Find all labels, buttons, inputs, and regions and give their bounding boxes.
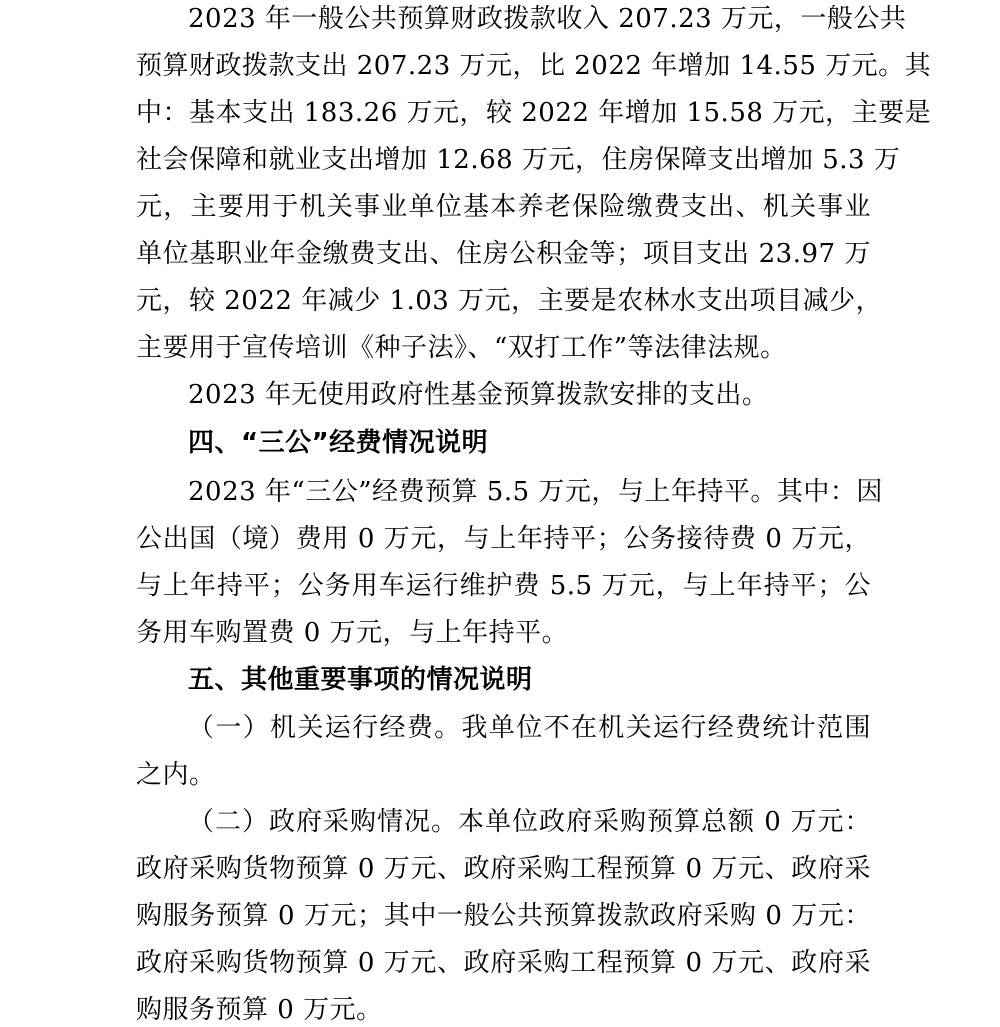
text-line: 政府采购货物预算 0 万元、政府采购工程预算 0 万元、政府采	[136, 854, 871, 884]
text-line: 社会保障和就业支出增加 12.68 万元，住房保障支出增加 5.3 万	[136, 145, 901, 175]
text-line: 元，较 2022 年减少 1.03 万元，主要是农林水支出项目减少，	[136, 286, 883, 316]
text-line: 务用车购置费 0 万元，与上年持平。	[136, 618, 569, 648]
text-line: 预算财政拨款支出 207.23 万元，比 2022 年增加 14.55 万元。其	[136, 51, 932, 81]
text-line: 元，主要用于机关事业单位基本养老保险缴费支出、机关事业	[136, 192, 871, 222]
section-heading: 四、“三公”经费情况说明	[188, 428, 489, 458]
section-heading: 五、其他重要事项的情况说明	[188, 665, 533, 695]
text-line: 2023 年一般公共预算财政拨款收入 207.23 万元，一般公共	[188, 4, 907, 34]
text-line: 购服务预算 0 万元；其中一般公共预算拨款政府采购 0 万元：	[136, 901, 871, 931]
text-line: 购服务预算 0 万元。	[136, 995, 383, 1025]
text-line: （二）政府采购情况。本单位政府采购预算总额 0 万元：	[188, 807, 871, 837]
text-line: 主要用于宣传培训《种子法》、“双打工作”等法律法规。	[136, 333, 787, 363]
text-line: 单位基职业年金缴费支出、住房公积金等；项目支出 23.97 万	[136, 239, 871, 269]
text-line: 中：基本支出 183.26 万元，较 2022 年增加 15.58 万元，主要是	[136, 98, 932, 128]
text-line: 2023 年“三公”经费预算 5.5 万元，与上年持平。其中：因	[188, 477, 883, 507]
text-line: 之内。	[136, 760, 216, 790]
text-line: 2023 年无使用政府性基金预算拨款安排的支出。	[188, 380, 769, 410]
text-line: 政府采购货物预算 0 万元、政府采购工程预算 0 万元、政府采	[136, 948, 871, 978]
text-line: （一）机关运行经费。我单位不在机关运行经费统计范围	[188, 713, 871, 743]
text-line: 公出国（境）费用 0 万元，与上年持平；公务接待费 0 万元，	[136, 524, 871, 554]
text-line: 与上年持平；公务用车运行维护费 5.5 万元，与上年持平；公	[136, 571, 871, 601]
